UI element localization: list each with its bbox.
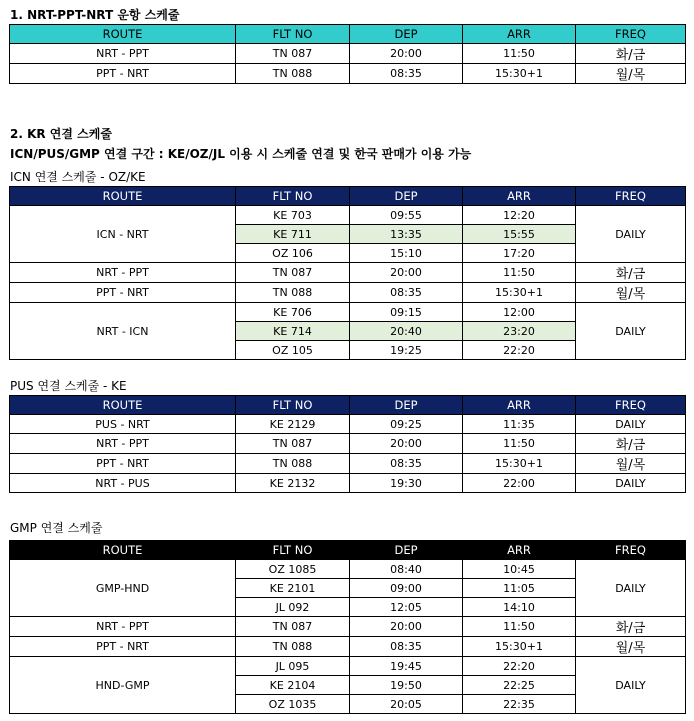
- route-cell: GMP-HND: [10, 560, 236, 617]
- flt-cell: OZ 105: [236, 341, 350, 360]
- section2-subtitle: ICN/PUS/GMP 연결 구간 : KE/OZ/JL 이용 시 스케줄 연결 및 한국 판매가 이용 가능: [10, 147, 472, 161]
- flt-cell: TN 088: [236, 283, 350, 303]
- header-route: ROUTE: [10, 25, 236, 44]
- freq-cell: DAILY: [576, 303, 686, 360]
- dep-cell: 08:35: [350, 637, 463, 657]
- freq-cell: 화/금: [576, 44, 686, 64]
- table-row: [10, 560, 686, 579]
- header-flt: FLT NO: [236, 396, 350, 415]
- arr-cell: 22:35: [463, 695, 576, 714]
- freq-cell: 화/금: [576, 617, 686, 637]
- arr-cell: 23:20: [463, 322, 576, 341]
- arr-cell: 12:00: [463, 303, 576, 322]
- arr-cell: 14:10: [463, 598, 576, 617]
- arr-cell: 22:00: [463, 474, 576, 493]
- nrt-ppt-table: [9, 24, 686, 84]
- flt-cell: TN 088: [236, 454, 350, 474]
- gmp-table: [9, 540, 686, 714]
- section1-title: 1. NRT-PPT-NRT 운항 스케줄: [10, 8, 180, 22]
- flt-cell: KE 714: [236, 322, 350, 341]
- header-dep: DEP: [350, 25, 463, 44]
- dep-cell: 08:40: [350, 560, 463, 579]
- header-dep: DEP: [350, 187, 463, 206]
- freq-cell: 월/목: [576, 637, 686, 657]
- dep-cell: 13:35: [350, 225, 463, 244]
- arr-cell: 15:30+1: [463, 283, 576, 303]
- header-freq: FREQ: [576, 187, 686, 206]
- table-row: [10, 637, 686, 657]
- header-arr: ARR: [463, 541, 576, 560]
- table-row: [10, 283, 686, 303]
- dep-cell: 09:55: [350, 206, 463, 225]
- header-route: ROUTE: [10, 187, 236, 206]
- arr-cell: 22:20: [463, 657, 576, 676]
- freq-cell: DAILY: [576, 560, 686, 617]
- route-cell: NRT - PPT: [10, 617, 236, 637]
- table-header: [10, 396, 686, 415]
- arr-cell: 11:50: [463, 263, 576, 283]
- freq-cell: 월/목: [576, 64, 686, 84]
- table-row: [10, 474, 686, 493]
- dep-cell: 09:25: [350, 415, 463, 434]
- dep-cell: 15:10: [350, 244, 463, 263]
- freq-cell: DAILY: [576, 474, 686, 493]
- dep-cell: 08:35: [350, 454, 463, 474]
- header-flt: FLT NO: [236, 541, 350, 560]
- arr-cell: 10:45: [463, 560, 576, 579]
- table-row: [10, 44, 686, 64]
- table-row: [10, 617, 686, 637]
- flt-cell: OZ 1085: [236, 560, 350, 579]
- header-flt: FLT NO: [236, 25, 350, 44]
- icn-table: [9, 186, 686, 360]
- dep-cell: 19:30: [350, 474, 463, 493]
- flt-cell: TN 087: [236, 44, 350, 64]
- arr-cell: 11:50: [463, 44, 576, 64]
- flt-cell: OZ 106: [236, 244, 350, 263]
- flt-cell: TN 087: [236, 434, 350, 454]
- table-row: [10, 415, 686, 434]
- route-cell: ICN - NRT: [10, 206, 236, 263]
- pus-title: PUS 연결 스케줄 - KE: [10, 379, 127, 393]
- header-freq: FREQ: [576, 25, 686, 44]
- header-freq: FREQ: [576, 396, 686, 415]
- section2-title: 2. KR 연결 스케줄: [10, 127, 112, 141]
- freq-cell: DAILY: [576, 415, 686, 434]
- dep-cell: 20:40: [350, 322, 463, 341]
- table-header: [10, 187, 686, 206]
- flt-cell: TN 087: [236, 617, 350, 637]
- table-row: [10, 303, 686, 322]
- dep-cell: 19:50: [350, 676, 463, 695]
- arr-cell: 11:50: [463, 617, 576, 637]
- dep-cell: 19:45: [350, 657, 463, 676]
- dep-cell: 08:35: [350, 283, 463, 303]
- freq-cell: DAILY: [576, 206, 686, 263]
- arr-cell: 15:30+1: [463, 454, 576, 474]
- route-cell: PPT - NRT: [10, 64, 236, 84]
- route-cell: PPT - NRT: [10, 283, 236, 303]
- flt-cell: KE 711: [236, 225, 350, 244]
- route-cell: NRT - PUS: [10, 474, 236, 493]
- table-header: [10, 25, 686, 44]
- header-route: ROUTE: [10, 541, 236, 560]
- route-cell: HND-GMP: [10, 657, 236, 714]
- route-cell: NRT - ICN: [10, 303, 236, 360]
- header-flt: FLT NO: [236, 187, 350, 206]
- flt-cell: TN 088: [236, 64, 350, 84]
- flt-cell: KE 703: [236, 206, 350, 225]
- route-cell: PUS - NRT: [10, 415, 236, 434]
- icn-title: ICN 연결 스케줄 - OZ/KE: [10, 170, 146, 184]
- header-arr: ARR: [463, 187, 576, 206]
- header-dep: DEP: [350, 396, 463, 415]
- dep-cell: 09:15: [350, 303, 463, 322]
- route-cell: PPT - NRT: [10, 454, 236, 474]
- flt-cell: JL 092: [236, 598, 350, 617]
- dep-cell: 20:00: [350, 434, 463, 454]
- freq-cell: 월/목: [576, 454, 686, 474]
- arr-cell: 15:30+1: [463, 64, 576, 84]
- arr-cell: 15:30+1: [463, 637, 576, 657]
- freq-cell: DAILY: [576, 657, 686, 714]
- header-arr: ARR: [463, 396, 576, 415]
- freq-cell: 화/금: [576, 434, 686, 454]
- freq-cell: 화/금: [576, 263, 686, 283]
- flt-cell: KE 706: [236, 303, 350, 322]
- table-row: [10, 434, 686, 454]
- dep-cell: 20:05: [350, 695, 463, 714]
- table-header: [10, 541, 686, 560]
- flt-cell: KE 2132: [236, 474, 350, 493]
- arr-cell: 22:25: [463, 676, 576, 695]
- dep-cell: 08:35: [350, 64, 463, 84]
- flt-cell: JL 095: [236, 657, 350, 676]
- dep-cell: 12:05: [350, 598, 463, 617]
- table-row: [10, 657, 686, 676]
- flt-cell: TN 087: [236, 263, 350, 283]
- arr-cell: 22:20: [463, 341, 576, 360]
- dep-cell: 19:25: [350, 341, 463, 360]
- flt-cell: TN 088: [236, 637, 350, 657]
- route-cell: NRT - PPT: [10, 434, 236, 454]
- pus-table: [9, 395, 686, 493]
- gmp-title: GMP 연결 스케줄: [10, 521, 103, 535]
- dep-cell: 20:00: [350, 263, 463, 283]
- flt-cell: KE 2104: [236, 676, 350, 695]
- dep-cell: 09:00: [350, 579, 463, 598]
- arr-cell: 17:20: [463, 244, 576, 263]
- flt-cell: KE 2101: [236, 579, 350, 598]
- flt-cell: KE 2129: [236, 415, 350, 434]
- table-row: [10, 64, 686, 84]
- header-freq: FREQ: [576, 541, 686, 560]
- flt-cell: OZ 1035: [236, 695, 350, 714]
- dep-cell: 20:00: [350, 44, 463, 64]
- arr-cell: 11:05: [463, 579, 576, 598]
- arr-cell: 11:50: [463, 434, 576, 454]
- header-arr: ARR: [463, 25, 576, 44]
- freq-cell: 월/목: [576, 283, 686, 303]
- arr-cell: 15:55: [463, 225, 576, 244]
- route-cell: PPT - NRT: [10, 637, 236, 657]
- header-route: ROUTE: [10, 396, 236, 415]
- arr-cell: 12:20: [463, 206, 576, 225]
- header-dep: DEP: [350, 541, 463, 560]
- table-row: [10, 206, 686, 225]
- table-row: [10, 454, 686, 474]
- route-cell: NRT - PPT: [10, 263, 236, 283]
- route-cell: NRT - PPT: [10, 44, 236, 64]
- arr-cell: 11:35: [463, 415, 576, 434]
- dep-cell: 20:00: [350, 617, 463, 637]
- table-row: [10, 263, 686, 283]
